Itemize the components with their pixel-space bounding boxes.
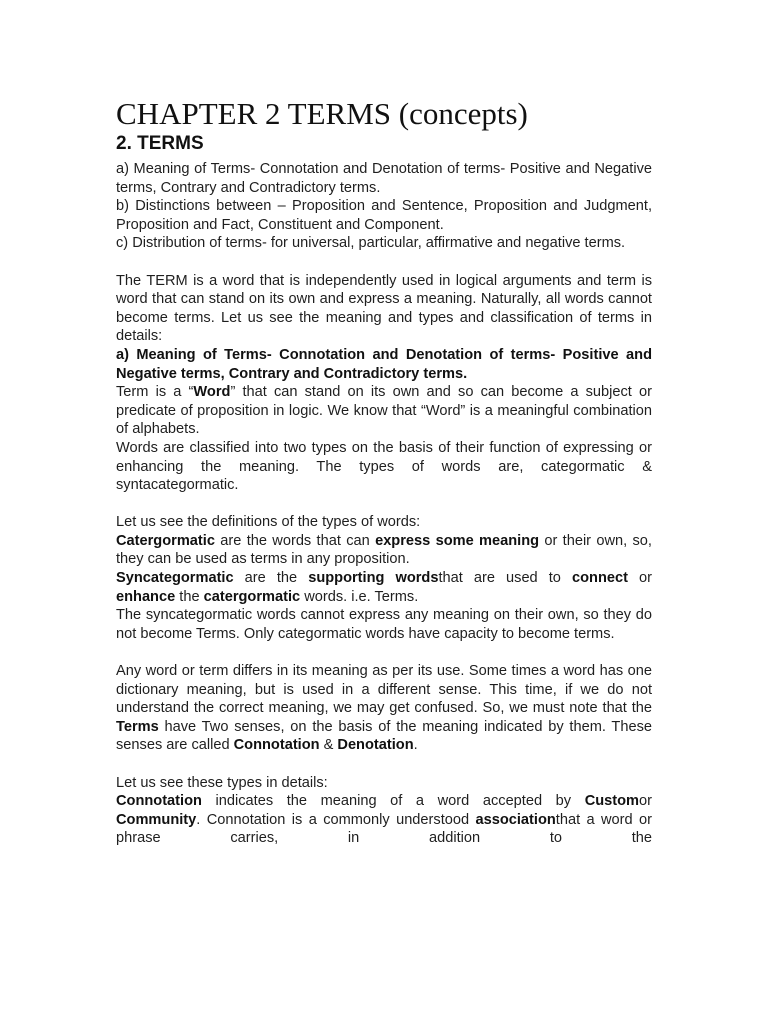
outline-item-b: b) Distinctions between – Proposition and Sentence, Proposition and Judgment, Proposition and Fact, Constituent and Component. xyxy=(116,198,652,233)
definitions-intro: Let us see the definitions of the types of words: xyxy=(116,514,421,531)
syncategormatic-definition xyxy=(116,569,652,606)
paragraph-gap xyxy=(116,643,652,662)
bold-run: connect xyxy=(572,570,628,587)
text-run: or xyxy=(627,570,652,587)
bold-run: Terms xyxy=(116,718,159,735)
text-run: are the xyxy=(233,570,309,587)
outline-item-a: a) Meaning of Terms- Connotation and Denotation of terms- Positive and Negative terms, Contrary and Contradictory terms. xyxy=(116,161,652,196)
bold-run: express some meaning xyxy=(375,532,540,549)
bold-run: Connotation xyxy=(116,793,202,810)
text-run: have Two senses, on the basis of the meaning indicated by them. These senses are called xyxy=(116,718,652,754)
bold-run: association xyxy=(475,811,556,828)
subheading-a-text: a) Meaning of Terms- Connotation and Denotation of terms- Positive and Negative terms, Contrary and Contradictory terms. xyxy=(116,346,652,382)
types-intro: Let us see these types in details: xyxy=(116,774,328,791)
bold-run: Syncategormatic xyxy=(116,570,234,587)
text-run: ” that can stand on its own and so can become a subject or predicate of proposition in logic. We know that “Word” is a meaningful combination of alphabets. xyxy=(116,384,652,438)
syncategormatic-note: The syncategormatic words cannot express any meaning on their own, so they do not become Terms. Only categormatic words have capacity to become terms. xyxy=(116,607,652,642)
bold-run: Custom xyxy=(584,793,640,810)
text-run: or xyxy=(639,793,652,810)
text-run: . xyxy=(413,737,418,754)
text-run: indicates the meaning of a word accepted by xyxy=(201,793,585,810)
text-run: that are used to xyxy=(438,570,572,587)
bold-run: Catergormatic xyxy=(116,532,215,549)
chapter-title: CHAPTER 2 TERMS (concepts) xyxy=(116,96,528,131)
meaning-paragraph xyxy=(116,662,652,755)
text-run: that a word or phrase carries, in addition to the xyxy=(116,811,652,847)
categormatic-definition xyxy=(116,532,652,569)
words-classified-paragraph: Words are classified into two types on the basis of their function of expressing or enhancing the meaning. The types of words are, categormatic & syntacategormatic. xyxy=(116,439,652,494)
section-heading: 2. TERMS xyxy=(116,133,204,154)
subheading-a xyxy=(116,346,652,383)
bold-run: catergormatic xyxy=(203,588,301,605)
paragraph-gap xyxy=(116,755,652,774)
text-run: . Connotation is a commonly understood xyxy=(196,811,476,828)
text-run: are the words that can xyxy=(214,532,376,549)
paragraph-gap xyxy=(116,253,652,272)
bold-run: Denotation xyxy=(337,737,414,754)
connotation-definition xyxy=(116,792,652,848)
bold-run: supporting words xyxy=(308,570,439,587)
bold-run: enhance xyxy=(116,588,176,605)
bold-run: Connotation xyxy=(233,737,320,754)
text-run: or their own, so, they can be used as terms in any proposition. xyxy=(116,532,652,568)
outline-item-c: c) Distribution of terms- for universal, particular, affirmative and negative terms. xyxy=(116,235,626,252)
paragraph-gap xyxy=(116,495,652,514)
text-run: words. i.e. Terms. xyxy=(300,588,419,605)
text-run: the xyxy=(175,588,204,605)
text-run: Any word or term differs in its meaning as per its use. Some times a word has one dictionary meaning, but is used in a different sense. This time, if we do not understand the correct meaning, we may get confused. So, we must note that the xyxy=(116,663,652,717)
text-run: & xyxy=(319,737,338,754)
bold-run: Word xyxy=(193,384,231,401)
text-run: Term is a “ xyxy=(116,384,194,401)
intro-paragraph: The TERM is a word that is independently used in logical arguments and term is word that can stand on its own and express a meaning. Naturally, all words cannot become terms. Let us see the meaning and types and classification of terms in details: xyxy=(116,272,652,345)
bold-run: Community xyxy=(116,811,197,828)
term-definition xyxy=(116,383,652,439)
